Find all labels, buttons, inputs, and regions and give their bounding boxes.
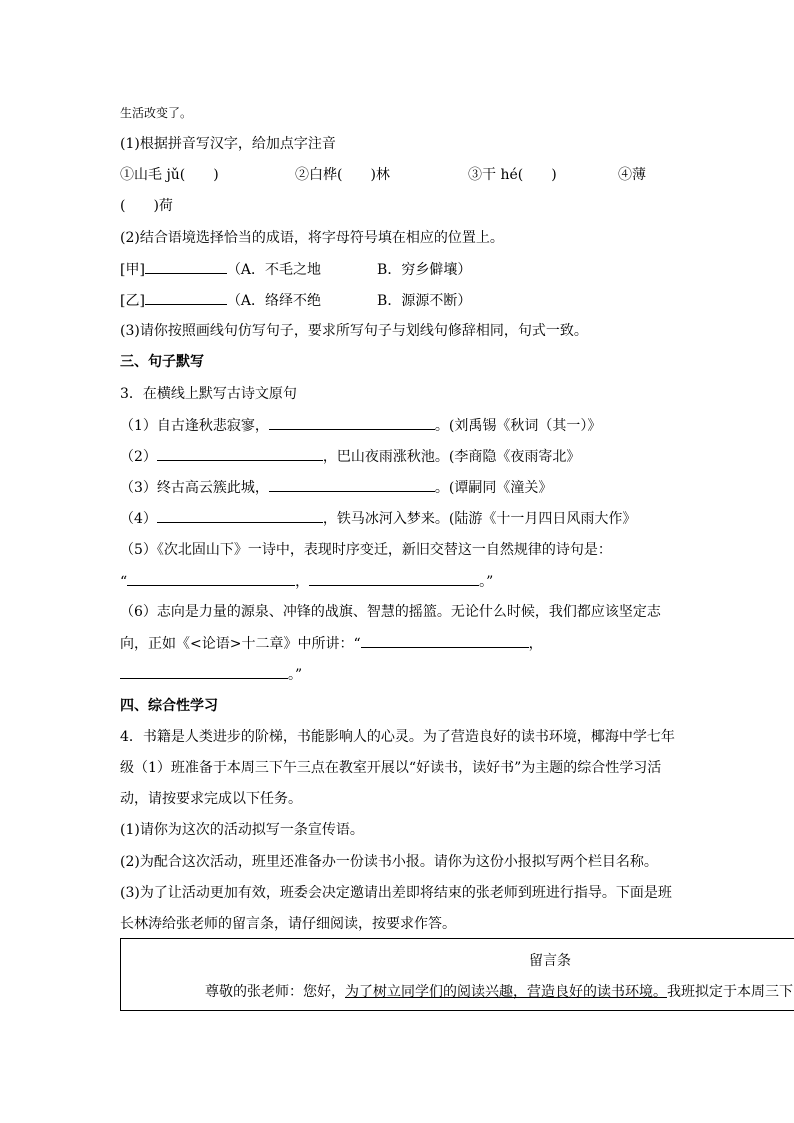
section-heading: 四、综合性学习	[120, 698, 218, 714]
recite-item	[120, 508, 636, 529]
pinyin-item: ( )荷	[120, 198, 173, 214]
text-line: 生活改变了。	[120, 106, 193, 120]
question-stem: 3．在横线上默写古诗文原句	[120, 386, 297, 402]
text-line: (2)结合语境选择恰当的成语，将字母符号填在相应的位置上。	[120, 230, 504, 246]
recite-text: ，铁马冰河入梦来。(陆游《十一月四日风雨大作》	[322, 511, 637, 527]
recite-item	[120, 571, 493, 592]
section-heading: 三、句子默写	[120, 354, 204, 370]
pinyin-row	[120, 165, 794, 185]
answer-blank[interactable]	[145, 259, 227, 274]
recite-item	[120, 633, 543, 654]
recite-item: （6）志向是力量的源泉、冲锋的战旗、智慧的摇篮。无论什么时候，我们都应该坚定志	[120, 604, 661, 620]
answer-blank[interactable]	[157, 508, 323, 523]
choice-options: （A．不毛之地 B．穷乡僻壤）	[226, 262, 472, 278]
answer-blank[interactable]	[157, 446, 323, 461]
recite-text: 。”	[288, 667, 303, 683]
answer-blank[interactable]	[120, 664, 288, 679]
recite-item	[120, 477, 552, 498]
pinyin-item: ②白桦( )林	[295, 167, 390, 183]
recite-item: （5）《次北固山下》一诗中，表现时序变迁，新旧交替这一自然规律的诗句是：	[120, 542, 612, 558]
recite-item	[120, 664, 302, 685]
task-line: (2)为配合这次活动，班里还准备办一份读书小报。请你为这份小报拟写两个栏目名称。	[120, 854, 658, 870]
recite-text: 。”	[479, 574, 494, 590]
answer-blank[interactable]	[309, 571, 479, 586]
note-body	[205, 982, 793, 1002]
question-stem: 级（1）班准备于本周三下午三点在教室开展以“好读书，读好书”为主题的综合性学习活	[120, 760, 662, 776]
text-line: (3)请你按照画线句仿写句子，要求所写句子与划线句修辞相同，句式一致。	[120, 323, 588, 339]
recite-text: 。(刘禹锡《秋词（其一）》	[434, 418, 602, 434]
recite-text: ，巴山夜雨涨秋池。(李商隐《夜雨寄北》	[322, 449, 581, 465]
task-line: 长林涛给张老师的留言条，请仔细阅读，按要求作答。	[120, 916, 456, 932]
recite-text: “	[120, 574, 128, 590]
answer-blank[interactable]	[145, 290, 227, 305]
note-text: 尊敬的张老师：您好，	[205, 984, 345, 1000]
recite-text: ，	[528, 636, 543, 652]
message-note-box	[120, 938, 794, 1011]
choice-yi	[120, 290, 471, 311]
task-line: (3)为了让活动更加有效，班委会决定邀请出差即将结束的张老师到班进行指导。下面是班	[120, 885, 672, 901]
choice-options: （A．络绎不绝 B．源源不断）	[226, 293, 472, 309]
answer-blank[interactable]	[127, 571, 295, 586]
recite-text: （2）	[120, 449, 157, 465]
note-underlined-sentence: 为了树立同学们的阅读兴趣，营造良好的读书环境。	[345, 984, 667, 1000]
recite-text: 。(谭嗣同《潼关》	[434, 480, 553, 496]
recite-text: 向，正如《<论语>十二章》中所讲：“	[120, 636, 361, 652]
note-title: 留言条	[529, 953, 571, 969]
answer-blank[interactable]	[269, 415, 435, 430]
note-text: 我班拟定于本周三下	[667, 984, 793, 1000]
answer-blank[interactable]	[361, 633, 529, 648]
pinyin-item: ①山毛 jǔ( )	[120, 167, 219, 183]
recite-text: （1）自古逢秋悲寂寥，	[120, 418, 269, 434]
pinyin-item: ③干 hé( )	[468, 167, 557, 183]
question-stem: 动，请按要求完成以下任务。	[120, 791, 302, 807]
choice-label: [甲]	[120, 262, 145, 278]
text-line: (1)根据拼音写汉字，给加点字注音	[120, 136, 336, 152]
choice-label: [乙]	[120, 293, 145, 309]
recite-text: （3）终古高云簇此城，	[120, 480, 269, 496]
recite-item	[120, 415, 601, 436]
recite-item	[120, 446, 580, 467]
pinyin-item: ④薄	[618, 167, 646, 183]
task-line: (1)请你为这次的活动拟写一条宣传语。	[120, 822, 364, 838]
answer-blank[interactable]	[269, 477, 435, 492]
recite-text: ，	[295, 574, 310, 590]
recite-text: （4）	[120, 511, 157, 527]
question-stem: 4．书籍是人类进步的阶梯，书能影响人的心灵。为了营造良好的读书环境，椰海中学七年	[120, 729, 675, 745]
choice-jia	[120, 259, 471, 280]
